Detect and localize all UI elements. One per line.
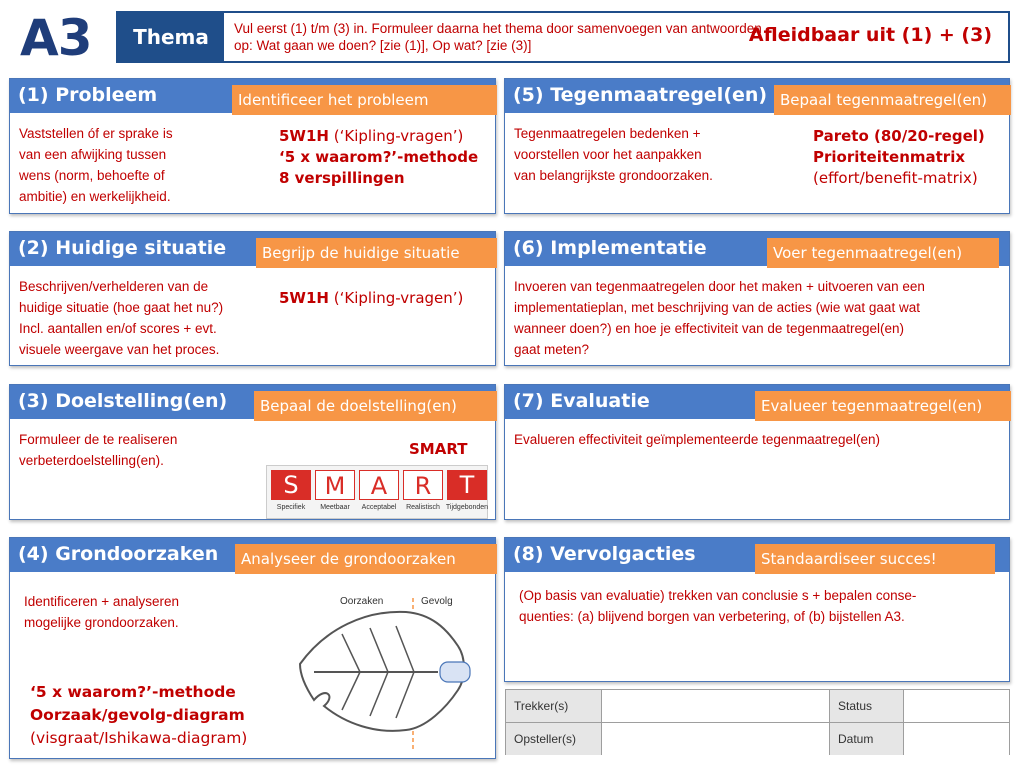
tools-list [30,681,247,750]
panel-title: (5) Tegenmaatregel(en) [513,84,768,106]
panel-body [19,429,177,471]
tool-item: ‘5 x waarom?’-methode [30,683,236,701]
body-line: ambitie) en werkelijkheid. [19,189,171,204]
panel-doelstelling [9,384,496,520]
tool-item: (visgraat/Ishikawa-diagram) [30,729,248,747]
panel-vervolgacties [504,537,1010,682]
smart-label: Meetbaar [320,504,350,511]
body-line: Identificeren + analyseren [24,594,179,609]
tools-list [279,126,478,189]
action-tag: Bepaal de doelstelling(en) [254,391,497,421]
body-line: huidige situatie (hoe gaat het nu?) [19,300,224,315]
body-line: van een afwijking tussen [19,147,167,162]
opsteller-field[interactable] [602,723,830,755]
panel-title: (1) Probleem [18,84,158,106]
panel-title: (6) Implementatie [513,237,707,259]
smart-letter: S [271,470,311,500]
body-line: Vaststellen óf er sprake is [19,126,173,141]
body-line: gaat meten? [514,342,590,357]
action-tag: Bepaal tegenmaatregel(en) [774,85,1011,115]
smart-letter: T [447,470,487,500]
thema-instruction: Vul eerst (1) t/m (3) in. Formuleer daarna het thema door samenvoegen van antwoorden op: Wat gaan we doen? [zie (1)], Op wat? [zie (3)] [234,21,762,53]
tool-item: 8 verspillingen [279,169,405,187]
a3-logo: A3 [20,9,92,67]
tool-item: Prioriteitenmatrix [813,148,966,166]
panel-tegenmaatregelen [504,78,1010,214]
panel-body [514,276,925,360]
body-line: Beschrijven/verhelderen van de [19,279,209,294]
smart-label: Tijdgebonden [445,504,489,511]
body-line: wens (norm, behoefte of [19,168,165,183]
tool-item: SMART [409,440,468,458]
datum-field[interactable] [904,723,1009,755]
panel-body [514,429,880,450]
fish-effect-label: Gevolg [421,596,453,607]
smart-letter: M [315,470,355,500]
body-line: wanneer doen?) en hoe je effectiviteit van de tegenmaatregel(en) [514,321,905,336]
tool-item: 5W1H (‘Kipling-vragen’) [279,127,464,145]
panel-body [514,123,713,186]
smart-graphic [266,465,488,519]
panel-body [19,276,223,360]
panel-title: (8) Vervolgacties [513,543,696,565]
body-line: verbeterdoelstelling(en). [19,453,164,468]
thema-derived: Afleidbaar uit (1) + (3) [748,24,992,46]
body-line: visuele weergave van het proces. [19,342,220,357]
trekker-label: Trekker(s) [506,690,602,722]
body-line: Invoeren van tegenmaatregelen door het maken + uitvoeren van een [514,279,925,294]
thema-bar [116,11,1010,63]
panel-grondoorzaken [9,537,496,759]
info-table [505,689,1010,755]
panel-body [19,123,173,207]
body-line: quenties: (a) blijvend borgen van verbetering, of (b) bijstellen A3. [519,609,905,624]
smart-letter: R [403,470,443,500]
tools-list [813,126,985,189]
panel-title: (4) Grondoorzaken [18,543,219,565]
panel-implementatie [504,231,1010,366]
tool-item: Pareto (80/20-regel) [813,127,985,145]
action-tag: Begrijp de huidige situatie [256,238,497,268]
opsteller-label: Opsteller(s) [506,723,602,755]
body-line: Incl. aantallen en/of scores + evt. [19,321,217,336]
panel-evaluatie [504,384,1010,520]
action-tag: Standaardiseer succes! [755,544,995,574]
fishbone-diagram [296,588,492,756]
panel-huidige-situatie [9,231,496,366]
body-line: Tegenmaatregelen bedenken + [514,126,701,141]
action-tag: Evalueer tegenmaatregel(en) [755,391,1011,421]
info-row [506,690,1009,723]
body-line: (Op basis van evaluatie) trekken van conclusie s + bepalen conse- [519,588,917,603]
panel-probleem [9,78,496,214]
body-line: implementatieplan, met beschrijving van de acties (wie wat gaat wat [514,300,920,315]
panel-body [519,585,916,627]
body-line: van belangrijkste grondoorzaken. [514,168,713,183]
body-line: Evalueren effectiviteit geïmplementeerde tegenmaatregel(en) [514,432,880,447]
action-tag: Voer tegenmaatregel(en) [767,238,999,268]
panel-title: (2) Huidige situatie [18,237,227,259]
info-row [506,723,1009,756]
tool-item: Oorzaak/gevolg-diagram [30,706,245,724]
tools-list [279,288,463,309]
panel-body [24,591,179,633]
body-line: Formuleer de te realiseren [19,432,178,447]
smart-label: Realistisch [406,504,440,511]
smart-label: Acceptabel [361,504,397,511]
panel-title: (7) Evaluatie [513,390,650,412]
smart-letter: A [359,470,399,500]
smart-label: Specifiek [276,504,306,511]
tool-item: 5W1H (‘Kipling-vragen’) [279,289,464,307]
trekker-field[interactable] [602,690,830,722]
action-tag: Analyseer de grondoorzaken [235,544,497,574]
body-line: voorstellen voor het aanpakken [514,147,702,162]
fish-causes-label: Oorzaken [340,596,384,607]
tools-list [409,439,467,460]
panel-title: (3) Doelstelling(en) [18,390,228,412]
action-tag: Identificeer het probleem [232,85,497,115]
status-label: Status [830,690,904,722]
tool-item: ‘5 x waarom?’-methode [279,148,479,166]
fish-head-box [440,662,470,682]
status-field[interactable] [904,690,1009,722]
tool-item: (effort/benefit-matrix) [813,169,978,187]
body-line: mogelijke grondoorzaken. [24,615,179,630]
thema-label: Thema [118,13,224,61]
datum-label: Datum [830,723,904,755]
